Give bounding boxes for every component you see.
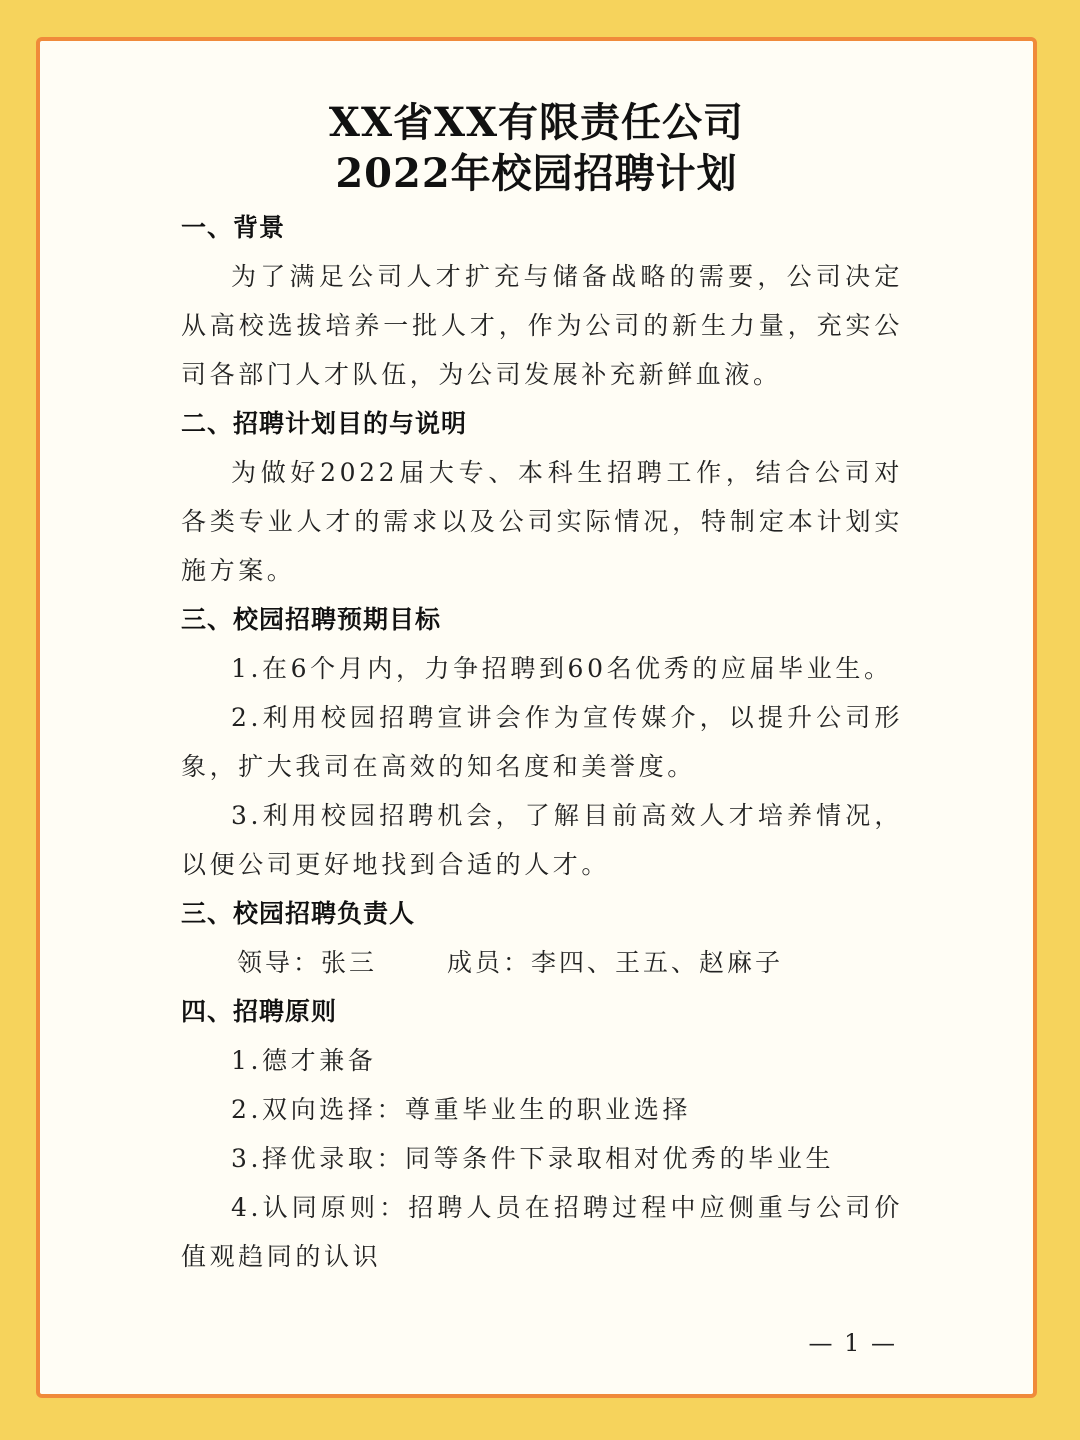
section-heading-purpose: 二、招聘计划目的与说明 [181, 409, 468, 438]
section-heading-goals: 三、校园招聘预期目标 [181, 605, 442, 634]
page-number: — 1 — [808, 1329, 897, 1357]
section-heading-leaders: 三、校园招聘负责人 [181, 899, 416, 928]
section-heading-principles: 四、招聘原则 [181, 997, 338, 1026]
principle-item: 3.择优录取：同等条件下录取相对优秀的毕业生 [231, 1144, 835, 1173]
section-heading-background: 一、背景 [181, 213, 286, 242]
principle-item: 2.双向选择：尊重毕业生的职业选择 [231, 1095, 692, 1124]
document-title-line1: XX省XX有限责任公司 [328, 99, 745, 146]
principle-item: 4.认同原则：招聘人员在招聘过程中应侧重与公司价值观趋同的认识 [181, 1193, 903, 1271]
document-page [36, 37, 1037, 1398]
document-title-line2: 2022年校园招聘计划 [335, 150, 738, 197]
document-body [181, 203, 903, 1281]
principle-item: 1.德才兼备 [231, 1046, 377, 1075]
goal-item: 2.利用校园招聘宣讲会作为宣传媒介，以提升公司形象，扩大我司在高效的知名度和美誉度。 [181, 703, 903, 781]
leader-name: 领导：张三 [237, 948, 378, 977]
section-paragraph-background: 为了满足公司人才扩充与储备战略的需要，公司决定从高校选拔培养一批人才，作为公司的新生力量，充实公司各部门人才队伍，为公司发展补充新鲜血液。 [181, 262, 903, 389]
member-names: 成员：李四、王五、赵麻子 [447, 948, 784, 977]
section-paragraph-purpose: 为做好2022届大专、本科生招聘工作，结合公司对各类专业人才的需求以及公司实际情况，特制定本计划实施方案。 [181, 458, 903, 585]
goal-item: 3.利用校园招聘机会，了解目前高效人才培养情况，以便公司更好地找到合适的人才。 [181, 801, 903, 879]
leaders-row [181, 938, 903, 987]
goal-item: 1.在6个月内，力争招聘到60名优秀的应届毕业生。 [231, 654, 893, 683]
